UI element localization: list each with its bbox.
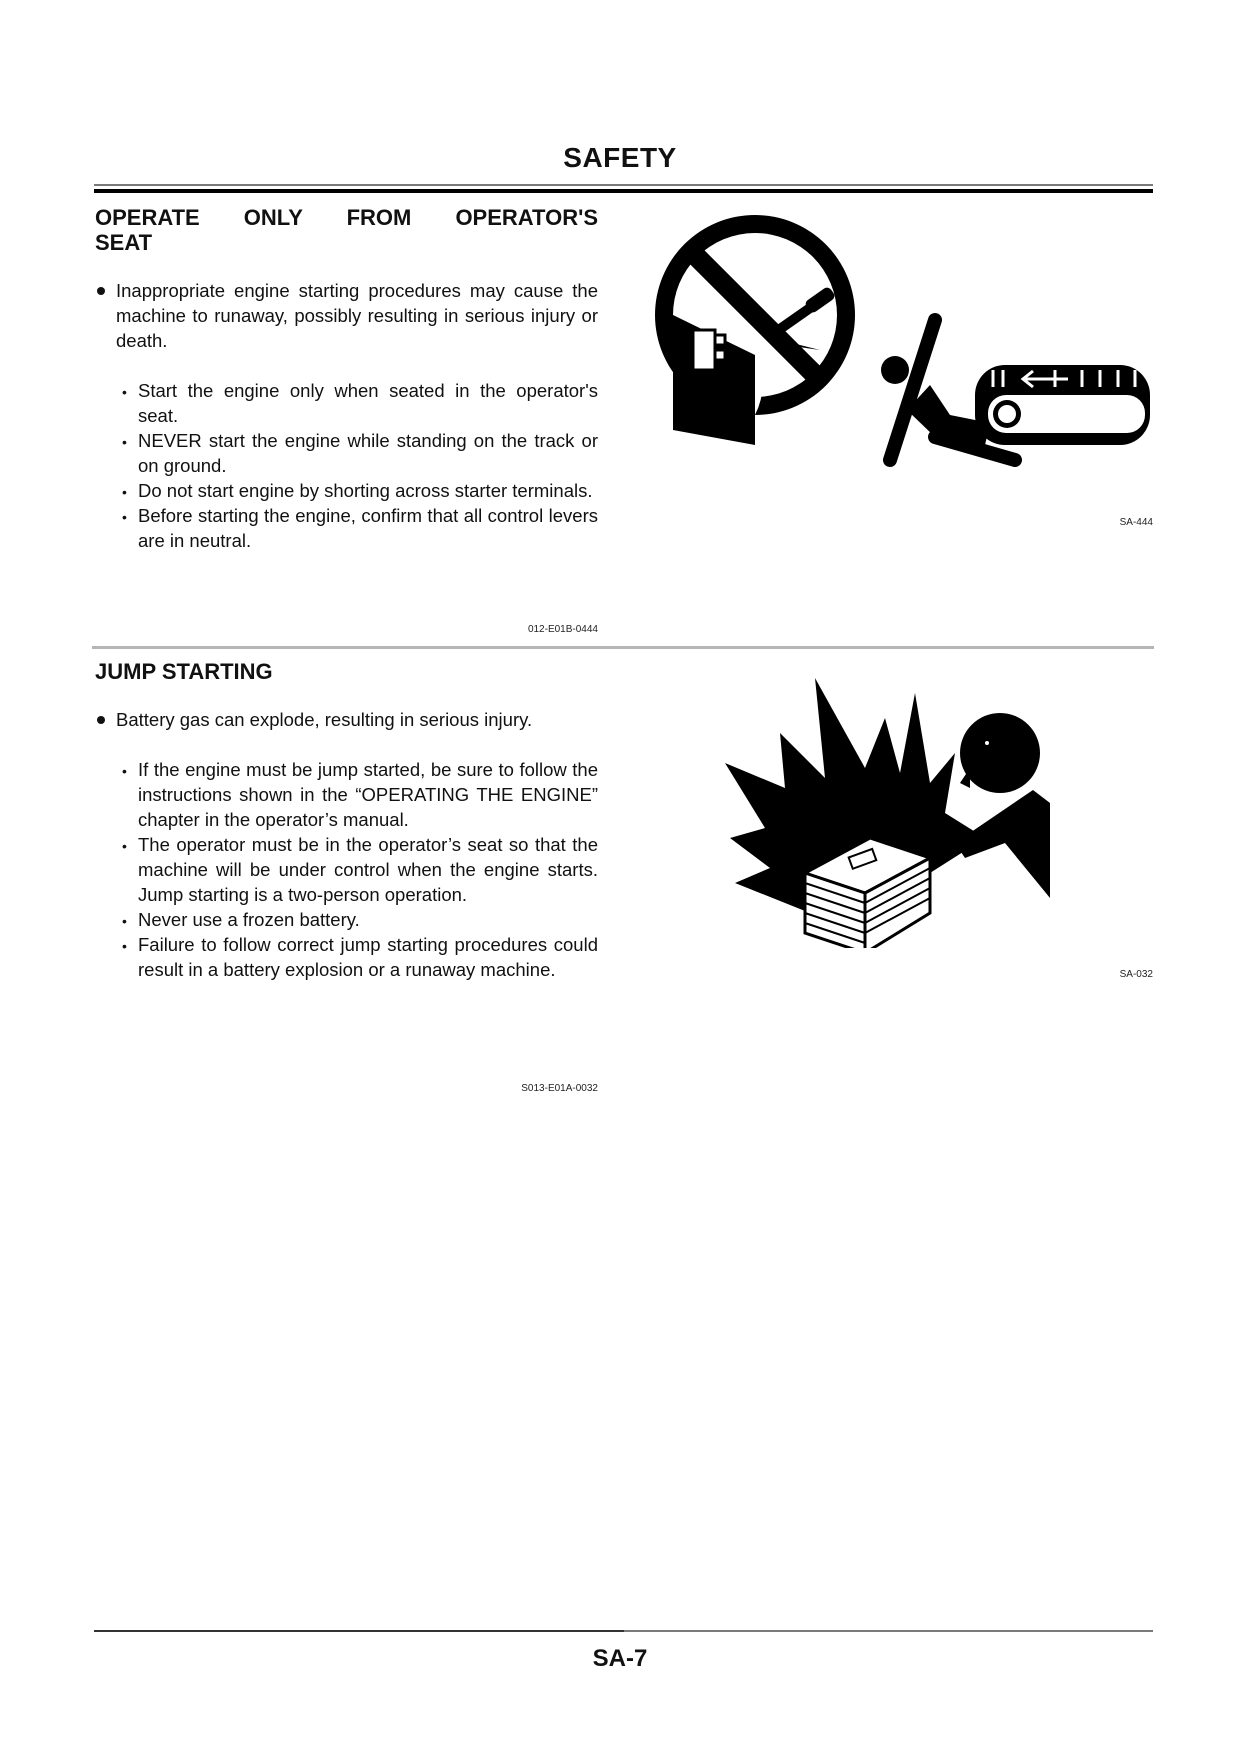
main-bullet [95,707,598,732]
section-heading: JUMP STARTING [95,659,273,684]
header-rule-thick [94,189,1153,193]
bullet-dot-icon [97,287,105,295]
sub-bullet-icon: • [122,434,127,450]
section-jump-starting [95,659,598,982]
sub-item: • Start the engine only when seated in the operator's seat. [122,380,598,426]
figure-label: SA-032 [1119,969,1153,980]
sub-item: • The operator must be in the operator’s seat so that the machine will be under control when the engine starts. Jump starting is a two-person operation. [122,834,598,905]
footer-rule-left [94,1630,624,1632]
sub-item: • NEVER start the engine while standing on the track or on ground. [122,430,598,476]
section-heading-line2: SEAT [95,230,153,255]
page-title: SAFETY [563,142,677,173]
sub-bullet-icon: • [122,938,127,954]
bullet-dot-icon [97,716,105,724]
doc-code: 012-E01B-0444 [527,624,598,635]
main-bullet-text: Battery gas can explode, resulting in serious injury. [116,709,533,730]
header-rule-thin [94,184,1153,186]
doc-code: S013-E01A-0032 [521,1083,598,1094]
sub-item-list [95,757,598,982]
sub-bullet-icon: • [122,838,127,854]
sub-item: • Before starting the engine, confirm that all control levers are in neutral. [122,505,598,551]
sub-item: • Do not start engine by shorting across starter terminals. [122,480,593,501]
sub-item: • Failure to follow correct jump starting procedures could result in a battery explosion or a runaway machine. [122,934,598,980]
sub-item: • If the engine must be jump started, be sure to follow the instructions shown in the “OPERATING THE ENGINE” chapter in the operator’s manual. [122,759,598,830]
sub-bullet-icon: • [122,384,127,400]
sub-bullet-icon: • [122,484,127,500]
main-bullet-text: Inappropriate engine starting procedures may cause the machine to runaway, possibly resulting in serious injury or death. [116,280,598,351]
no-shorting-starter-runaway-icon [645,215,1155,475]
section-heading-line1: OPERATE ONLY FROM OPERATOR'S [95,205,598,230]
sub-bullet-icon: • [122,913,127,929]
sub-item-list [95,378,598,553]
sub-bullet-icon: • [122,509,127,525]
section-divider [92,646,1154,649]
figure-label: SA-444 [1119,517,1153,528]
footer-rule-right [624,1630,1153,1632]
main-bullet [95,278,598,353]
section-heading [95,205,598,255]
sub-item: • Never use a frozen battery. [122,909,360,930]
sub-bullet-icon: • [122,763,127,779]
section-operate-from-seat [95,205,598,553]
battery-explosion-icon [715,678,1055,948]
page-number: SA-7 [592,1645,648,1672]
